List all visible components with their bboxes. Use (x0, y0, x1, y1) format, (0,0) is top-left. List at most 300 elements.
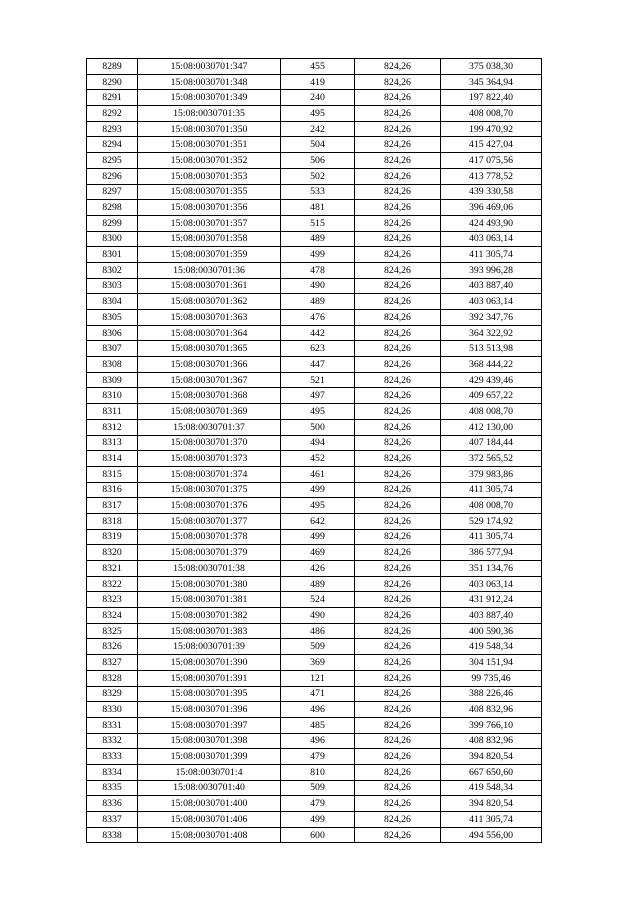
table-cell-row-number: 8316 (87, 482, 138, 498)
table-cell-row-number: 8300 (87, 231, 138, 247)
table-cell-specific-value: 824,26 (355, 513, 441, 529)
table-row (87, 372, 542, 388)
table-cell-specific-value: 824,26 (355, 231, 441, 247)
table-cell-area-value: 496 (281, 702, 355, 718)
table-row (87, 639, 542, 655)
table-row (87, 451, 542, 467)
table-cell-cadastral-value: 419 548,34 (441, 639, 542, 655)
table-cell-cadastral-number: 15:08:0030701:365 (138, 341, 281, 357)
table-cell-cadastral-value: 386 577,94 (441, 545, 542, 561)
table-cell-row-number: 8335 (87, 780, 138, 796)
table-row (87, 764, 542, 780)
table-row (87, 670, 542, 686)
table-cell-area-value: 489 (281, 576, 355, 592)
table-cell-cadastral-value: 411 305,74 (441, 482, 542, 498)
table-cell-area-value: 485 (281, 717, 355, 733)
table-cell-row-number: 8290 (87, 74, 138, 90)
table-cell-cadastral-value: 419 548,34 (441, 780, 542, 796)
table-cell-cadastral-value: 379 983,86 (441, 466, 542, 482)
table-cell-cadastral-value: 403 063,14 (441, 576, 542, 592)
table-cell-cadastral-value: 667 650,60 (441, 764, 542, 780)
table-cell-cadastral-value: 364 322,92 (441, 325, 542, 341)
table-cell-cadastral-value: 417 075,56 (441, 153, 542, 169)
table-cell-row-number: 8310 (87, 388, 138, 404)
table-cell-cadastral-number: 15:08:0030701:400 (138, 796, 281, 812)
table-cell-cadastral-number: 15:08:0030701:399 (138, 749, 281, 765)
table-cell-specific-value: 824,26 (355, 388, 441, 404)
table-cell-cadastral-value: 99 735,46 (441, 670, 542, 686)
table-row (87, 812, 542, 828)
table-cell-cadastral-value: 351 134,76 (441, 561, 542, 577)
table-cell-specific-value: 824,26 (355, 466, 441, 482)
table-cell-specific-value: 824,26 (355, 655, 441, 671)
table-row (87, 325, 542, 341)
table-cell-specific-value: 824,26 (355, 325, 441, 341)
table-row (87, 796, 542, 812)
table-cell-area-value: 489 (281, 294, 355, 310)
table-cell-row-number: 8338 (87, 827, 138, 843)
table-cell-specific-value: 824,26 (355, 184, 441, 200)
table-cell-specific-value: 824,26 (355, 780, 441, 796)
table-cell-area-value: 495 (281, 106, 355, 122)
table-cell-area-value: 490 (281, 608, 355, 624)
table-cell-cadastral-number: 15:08:0030701:408 (138, 827, 281, 843)
table-cell-specific-value: 824,26 (355, 812, 441, 828)
table-cell-specific-value: 824,26 (355, 670, 441, 686)
table-row (87, 262, 542, 278)
table-row (87, 749, 542, 765)
table-cell-cadastral-number: 15:08:0030701:374 (138, 466, 281, 482)
table-cell-row-number: 8313 (87, 435, 138, 451)
table-cell-row-number: 8336 (87, 796, 138, 812)
table-row (87, 59, 542, 75)
table-cell-cadastral-value: 431 912,24 (441, 592, 542, 608)
table-cell-cadastral-value: 407 184,44 (441, 435, 542, 451)
table-row (87, 482, 542, 498)
table-cell-area-value: 497 (281, 388, 355, 404)
table-cell-cadastral-value: 392 347,76 (441, 310, 542, 326)
table-cell-cadastral-number: 15:08:0030701:364 (138, 325, 281, 341)
table-cell-cadastral-number: 15:08:0030701:356 (138, 200, 281, 216)
table-cell-area-value: 240 (281, 90, 355, 106)
table-cell-specific-value: 824,26 (355, 404, 441, 420)
table-row (87, 294, 542, 310)
table-cell-cadastral-value: 494 556,00 (441, 827, 542, 843)
table-cell-specific-value: 824,26 (355, 90, 441, 106)
table-cell-cadastral-value: 403 887,40 (441, 608, 542, 624)
table-cell-area-value: 496 (281, 733, 355, 749)
table-cell-row-number: 8320 (87, 545, 138, 561)
table-row (87, 121, 542, 137)
table-cell-cadastral-value: 424 493,90 (441, 215, 542, 231)
table-row (87, 168, 542, 184)
table-cell-cadastral-value: 372 565,52 (441, 451, 542, 467)
table-row (87, 545, 542, 561)
table-cell-row-number: 8334 (87, 764, 138, 780)
table-cell-cadastral-number: 15:08:0030701:358 (138, 231, 281, 247)
table-cell-row-number: 8314 (87, 451, 138, 467)
table-row (87, 357, 542, 373)
table-cell-area-value: 600 (281, 827, 355, 843)
table-cell-row-number: 8291 (87, 90, 138, 106)
table-cell-cadastral-number: 15:08:0030701:362 (138, 294, 281, 310)
table-cell-cadastral-value: 408 008,70 (441, 498, 542, 514)
table-cell-area-value: 447 (281, 357, 355, 373)
table-cell-cadastral-number: 15:08:0030701:381 (138, 592, 281, 608)
table-cell-cadastral-number: 15:08:0030701:40 (138, 780, 281, 796)
table-cell-cadastral-value: 408 008,70 (441, 404, 542, 420)
table-cell-row-number: 8315 (87, 466, 138, 482)
table-cell-cadastral-number: 15:08:0030701:379 (138, 545, 281, 561)
table-cell-specific-value: 824,26 (355, 74, 441, 90)
table-cell-cadastral-number: 15:08:0030701:353 (138, 168, 281, 184)
table-cell-specific-value: 824,26 (355, 827, 441, 843)
table-cell-specific-value: 824,26 (355, 372, 441, 388)
table-row (87, 106, 542, 122)
table-cell-specific-value: 824,26 (355, 247, 441, 263)
table-cell-cadastral-value: 408 832,96 (441, 733, 542, 749)
table-cell-cadastral-number: 15:08:0030701:347 (138, 59, 281, 75)
table-cell-row-number: 8328 (87, 670, 138, 686)
table-cell-cadastral-number: 15:08:0030701:357 (138, 215, 281, 231)
table-cell-cadastral-number: 15:08:0030701:38 (138, 561, 281, 577)
table-cell-specific-value: 824,26 (355, 121, 441, 137)
table-cell-area-value: 504 (281, 137, 355, 153)
table-cell-row-number: 8324 (87, 608, 138, 624)
table-cell-area-value: 499 (281, 247, 355, 263)
table-row (87, 576, 542, 592)
table-cell-area-value: 499 (281, 482, 355, 498)
table-cell-cadastral-value: 403 063,14 (441, 231, 542, 247)
table-cell-row-number: 8331 (87, 717, 138, 733)
table-row (87, 310, 542, 326)
table-row (87, 341, 542, 357)
table-cell-cadastral-value: 513 513,98 (441, 341, 542, 357)
table-row (87, 702, 542, 718)
table-cell-cadastral-number: 15:08:0030701:369 (138, 404, 281, 420)
table-cell-area-value: 515 (281, 215, 355, 231)
table-cell-row-number: 8297 (87, 184, 138, 200)
table-cell-cadastral-number: 15:08:0030701:383 (138, 623, 281, 639)
table-cell-cadastral-number: 15:08:0030701:363 (138, 310, 281, 326)
table-cell-row-number: 8318 (87, 513, 138, 529)
table-cell-cadastral-number: 15:08:0030701:382 (138, 608, 281, 624)
table-cell-specific-value: 824,26 (355, 717, 441, 733)
table-cell-specific-value: 824,26 (355, 215, 441, 231)
table-row (87, 200, 542, 216)
table-cell-cadastral-number: 15:08:0030701:390 (138, 655, 281, 671)
table-cell-area-value: 426 (281, 561, 355, 577)
table-cell-row-number: 8305 (87, 310, 138, 326)
table-cell-cadastral-value: 415 427,04 (441, 137, 542, 153)
table-cell-row-number: 8303 (87, 278, 138, 294)
table-cell-specific-value: 824,26 (355, 576, 441, 592)
table-cell-area-value: 495 (281, 404, 355, 420)
table-cell-area-value: 502 (281, 168, 355, 184)
table-row (87, 137, 542, 153)
table-cell-specific-value: 824,26 (355, 310, 441, 326)
table-cell-specific-value: 824,26 (355, 357, 441, 373)
table-cell-cadastral-number: 15:08:0030701:398 (138, 733, 281, 749)
table-cell-row-number: 8306 (87, 325, 138, 341)
table-cell-row-number: 8309 (87, 372, 138, 388)
table-cell-row-number: 8298 (87, 200, 138, 216)
table-row (87, 153, 542, 169)
table-cell-specific-value: 824,26 (355, 686, 441, 702)
table-row (87, 733, 542, 749)
table-cell-cadastral-value: 199 470,92 (441, 121, 542, 137)
table-cell-row-number: 8292 (87, 106, 138, 122)
table-cell-cadastral-value: 411 305,74 (441, 812, 542, 828)
table-cell-cadastral-value: 408 008,70 (441, 106, 542, 122)
table-cell-row-number: 8327 (87, 655, 138, 671)
table-cell-cadastral-number: 15:08:0030701:355 (138, 184, 281, 200)
table-cell-area-value: 490 (281, 278, 355, 294)
table-cell-area-value: 524 (281, 592, 355, 608)
table-cell-area-value: 469 (281, 545, 355, 561)
table-row (87, 388, 542, 404)
table-cell-specific-value: 824,26 (355, 59, 441, 75)
table-cell-area-value: 500 (281, 419, 355, 435)
table-cell-cadastral-number: 15:08:0030701:370 (138, 435, 281, 451)
table-cell-cadastral-value: 394 820,54 (441, 796, 542, 812)
table-cell-specific-value: 824,26 (355, 482, 441, 498)
table-cell-area-value: 521 (281, 372, 355, 388)
table-cell-cadastral-value: 393 996,28 (441, 262, 542, 278)
table-row (87, 827, 542, 843)
table-cell-cadastral-number: 15:08:0030701:380 (138, 576, 281, 592)
table-cell-row-number: 8299 (87, 215, 138, 231)
table-cell-area-value: 494 (281, 435, 355, 451)
table-cell-cadastral-number: 15:08:0030701:37 (138, 419, 281, 435)
table-cell-cadastral-value: 439 330,58 (441, 184, 542, 200)
table-cell-cadastral-value: 408 832,96 (441, 702, 542, 718)
table-cell-specific-value: 824,26 (355, 200, 441, 216)
table-row (87, 215, 542, 231)
table-cell-specific-value: 824,26 (355, 764, 441, 780)
table-cell-cadastral-value: 197 822,40 (441, 90, 542, 106)
table-cell-row-number: 8296 (87, 168, 138, 184)
table-cell-row-number: 8317 (87, 498, 138, 514)
table-cell-cadastral-value: 375 038,30 (441, 59, 542, 75)
table-cell-area-value: 810 (281, 764, 355, 780)
table-cell-specific-value: 824,26 (355, 639, 441, 655)
table-cell-area-value: 495 (281, 498, 355, 514)
table-cell-row-number: 8302 (87, 262, 138, 278)
table-cell-row-number: 8325 (87, 623, 138, 639)
table-cell-area-value: 506 (281, 153, 355, 169)
table-row (87, 231, 542, 247)
table-cell-area-value: 533 (281, 184, 355, 200)
table-row (87, 498, 542, 514)
cadastral-value-table (86, 58, 542, 843)
table-cell-cadastral-number: 15:08:0030701:368 (138, 388, 281, 404)
table-cell-cadastral-value: 529 174,92 (441, 513, 542, 529)
table-cell-area-value: 471 (281, 686, 355, 702)
table-cell-row-number: 8301 (87, 247, 138, 263)
table-cell-cadastral-value: 345 364,94 (441, 74, 542, 90)
table-row (87, 466, 542, 482)
table-cell-specific-value: 824,26 (355, 278, 441, 294)
table-row (87, 561, 542, 577)
table-cell-specific-value: 824,26 (355, 561, 441, 577)
table-cell-row-number: 8337 (87, 812, 138, 828)
table-cell-specific-value: 824,26 (355, 498, 441, 514)
table-cell-cadastral-value: 411 305,74 (441, 529, 542, 545)
table-cell-row-number: 8307 (87, 341, 138, 357)
table-row (87, 592, 542, 608)
table-cell-specific-value: 824,26 (355, 545, 441, 561)
table-cell-specific-value: 824,26 (355, 623, 441, 639)
table-cell-row-number: 8330 (87, 702, 138, 718)
table-cell-cadastral-value: 304 151,94 (441, 655, 542, 671)
table-cell-cadastral-number: 15:08:0030701:36 (138, 262, 281, 278)
table-cell-cadastral-value: 394 820,54 (441, 749, 542, 765)
table-cell-cadastral-number: 15:08:0030701:351 (138, 137, 281, 153)
table-cell-cadastral-value: 429 439,46 (441, 372, 542, 388)
table-cell-row-number: 8323 (87, 592, 138, 608)
table-cell-specific-value: 824,26 (355, 137, 441, 153)
table-cell-cadastral-value: 409 657,22 (441, 388, 542, 404)
table-row (87, 184, 542, 200)
table-cell-row-number: 8322 (87, 576, 138, 592)
table-cell-cadastral-number: 15:08:0030701:367 (138, 372, 281, 388)
table-cell-area-value: 479 (281, 749, 355, 765)
table-cell-cadastral-number: 15:08:0030701:349 (138, 90, 281, 106)
table-row (87, 513, 542, 529)
table-cell-cadastral-number: 15:08:0030701:35 (138, 106, 281, 122)
table-cell-cadastral-number: 15:08:0030701:377 (138, 513, 281, 529)
table-cell-specific-value: 824,26 (355, 796, 441, 812)
table-cell-area-value: 642 (281, 513, 355, 529)
table-cell-cadastral-number: 15:08:0030701:359 (138, 247, 281, 263)
table-cell-area-value: 479 (281, 796, 355, 812)
table-cell-area-value: 455 (281, 59, 355, 75)
table-cell-specific-value: 824,26 (355, 435, 441, 451)
table-cell-area-value: 489 (281, 231, 355, 247)
table-cell-cadastral-number: 15:08:0030701:373 (138, 451, 281, 467)
table-cell-cadastral-value: 403 063,14 (441, 294, 542, 310)
table-cell-area-value: 478 (281, 262, 355, 278)
table-cell-row-number: 8304 (87, 294, 138, 310)
table-cell-area-value: 121 (281, 670, 355, 686)
table-row (87, 529, 542, 545)
table-cell-specific-value: 824,26 (355, 749, 441, 765)
table-cell-cadastral-number: 15:08:0030701:4 (138, 764, 281, 780)
table-cell-area-value: 242 (281, 121, 355, 137)
table-cell-area-value: 509 (281, 780, 355, 796)
table-row (87, 717, 542, 733)
table-cell-cadastral-number: 15:08:0030701:39 (138, 639, 281, 655)
table-cell-cadastral-number: 15:08:0030701:352 (138, 153, 281, 169)
table-cell-cadastral-value: 400 590,36 (441, 623, 542, 639)
table-row (87, 419, 542, 435)
table-cell-row-number: 8332 (87, 733, 138, 749)
table-row (87, 74, 542, 90)
table-cell-area-value: 623 (281, 341, 355, 357)
table-row (87, 655, 542, 671)
table-cell-specific-value: 824,26 (355, 106, 441, 122)
table-cell-specific-value: 824,26 (355, 419, 441, 435)
table-cell-cadastral-number: 15:08:0030701:397 (138, 717, 281, 733)
table-cell-cadastral-number: 15:08:0030701:396 (138, 702, 281, 718)
table-cell-cadastral-value: 388 226,46 (441, 686, 542, 702)
table-cell-cadastral-number: 15:08:0030701:366 (138, 357, 281, 373)
table-cell-specific-value: 824,26 (355, 168, 441, 184)
table-row (87, 623, 542, 639)
table-row (87, 608, 542, 624)
table-cell-row-number: 8294 (87, 137, 138, 153)
table-cell-specific-value: 824,26 (355, 529, 441, 545)
table-cell-row-number: 8333 (87, 749, 138, 765)
table-cell-row-number: 8321 (87, 561, 138, 577)
table-cell-specific-value: 824,26 (355, 608, 441, 624)
table-row (87, 435, 542, 451)
table-cell-row-number: 8289 (87, 59, 138, 75)
table-cell-cadastral-value: 403 887,40 (441, 278, 542, 294)
table-cell-row-number: 8319 (87, 529, 138, 545)
table-cell-specific-value: 824,26 (355, 702, 441, 718)
table-cell-cadastral-number: 15:08:0030701:391 (138, 670, 281, 686)
table-cell-specific-value: 824,26 (355, 733, 441, 749)
table-cell-area-value: 509 (281, 639, 355, 655)
table-row (87, 90, 542, 106)
table-cell-area-value: 442 (281, 325, 355, 341)
table-cell-area-value: 499 (281, 529, 355, 545)
table-cell-cadastral-number: 15:08:0030701:350 (138, 121, 281, 137)
table-row (87, 404, 542, 420)
table-row (87, 686, 542, 702)
table-cell-area-value: 369 (281, 655, 355, 671)
table-cell-row-number: 8311 (87, 404, 138, 420)
table-cell-cadastral-value: 368 444,22 (441, 357, 542, 373)
table-body (87, 59, 542, 843)
table-cell-specific-value: 824,26 (355, 153, 441, 169)
table-cell-row-number: 8329 (87, 686, 138, 702)
table-cell-area-value: 499 (281, 812, 355, 828)
table-row (87, 247, 542, 263)
table-cell-row-number: 8308 (87, 357, 138, 373)
table-cell-specific-value: 824,26 (355, 262, 441, 278)
table-cell-specific-value: 824,26 (355, 294, 441, 310)
table-cell-area-value: 486 (281, 623, 355, 639)
table-cell-area-value: 461 (281, 466, 355, 482)
table-cell-row-number: 8326 (87, 639, 138, 655)
table-cell-cadastral-number: 15:08:0030701:378 (138, 529, 281, 545)
table-cell-row-number: 8312 (87, 419, 138, 435)
table-cell-cadastral-number: 15:08:0030701:348 (138, 74, 281, 90)
table-cell-cadastral-number: 15:08:0030701:406 (138, 812, 281, 828)
table-cell-cadastral-number: 15:08:0030701:395 (138, 686, 281, 702)
table-cell-area-value: 476 (281, 310, 355, 326)
table-cell-area-value: 481 (281, 200, 355, 216)
table-cell-cadastral-value: 399 766,10 (441, 717, 542, 733)
table-cell-row-number: 8293 (87, 121, 138, 137)
table-cell-specific-value: 824,26 (355, 592, 441, 608)
table-cell-cadastral-value: 411 305,74 (441, 247, 542, 263)
table-cell-specific-value: 824,26 (355, 341, 441, 357)
table-cell-cadastral-number: 15:08:0030701:361 (138, 278, 281, 294)
table-cell-specific-value: 824,26 (355, 451, 441, 467)
table-cell-cadastral-value: 412 130,00 (441, 419, 542, 435)
table-cell-row-number: 8295 (87, 153, 138, 169)
table-cell-cadastral-value: 396 469,06 (441, 200, 542, 216)
table-cell-cadastral-value: 413 778,52 (441, 168, 542, 184)
table-row (87, 780, 542, 796)
table-cell-cadastral-number: 15:08:0030701:375 (138, 482, 281, 498)
table-cell-area-value: 419 (281, 74, 355, 90)
table-cell-area-value: 452 (281, 451, 355, 467)
